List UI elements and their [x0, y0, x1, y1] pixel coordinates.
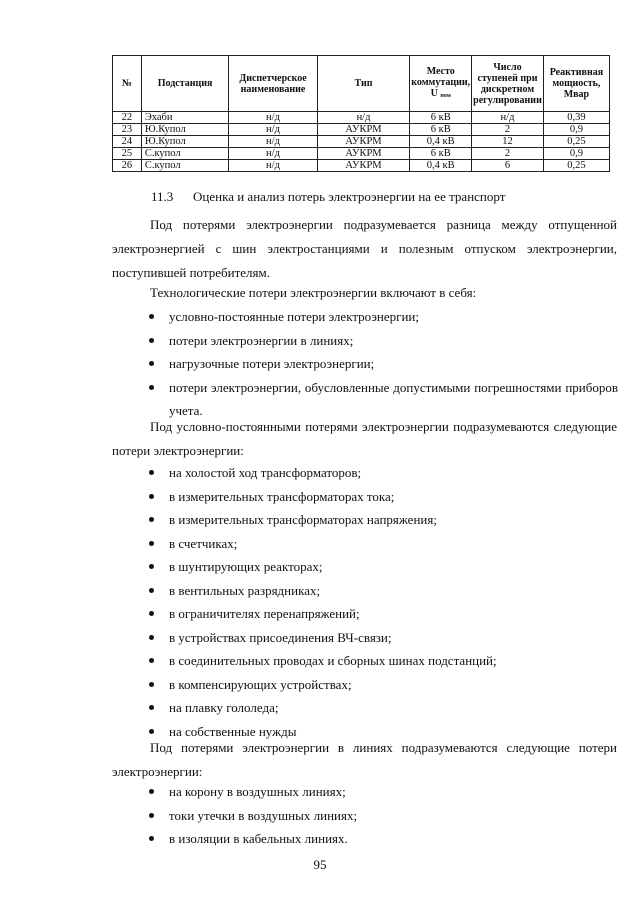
bullet-icon	[149, 729, 154, 734]
cell-num: 24	[113, 136, 142, 148]
bullet-icon	[149, 338, 154, 343]
fixed-losses-list	[148, 461, 618, 743]
cell-substation: С.купол	[141, 160, 228, 172]
cell-place: 6 кВ	[410, 124, 472, 136]
header-place-u: U	[430, 87, 438, 99]
cell-dispatch: н/д	[229, 148, 317, 160]
para4-line1: Под потерями электроэнергии в линиях подразумеваются следующие потери	[150, 740, 617, 755]
header-power: Реактивная мощность, Мвар	[543, 56, 609, 112]
table-row	[113, 160, 610, 172]
header-substation: Подстанция	[141, 56, 228, 112]
list-item: в измерительных трансформаторах напряжения;	[148, 508, 618, 532]
bullet-icon	[149, 658, 154, 663]
list-item: в вентильных разрядниках;	[148, 579, 618, 603]
list-item: на корону в воздушных линиях;	[148, 780, 618, 804]
header-place-text: Место коммутации,	[411, 65, 471, 88]
cell-type: н/д	[317, 112, 410, 124]
bullet-icon	[149, 361, 154, 366]
para4-line1-wrap	[112, 736, 617, 760]
table-row	[113, 112, 610, 124]
bullet-icon	[149, 385, 154, 390]
bullet-icon	[149, 813, 154, 818]
bullet-icon	[149, 517, 154, 522]
table-header-row	[113, 56, 610, 112]
para1-line3: поступившей потребителям.	[112, 265, 270, 280]
cell-num: 26	[113, 160, 142, 172]
bullet-icon	[149, 588, 154, 593]
bullet-icon	[149, 314, 154, 319]
bullet-icon	[149, 541, 154, 546]
bullet-icon	[149, 836, 154, 841]
cell-steps: н/д	[472, 112, 544, 124]
list-item: в соединительных проводах и сборных шинах подстанций;	[148, 649, 618, 673]
cell-dispatch: н/д	[229, 136, 317, 148]
cell-dispatch: н/д	[229, 160, 317, 172]
para3-line1-wrap	[112, 415, 617, 439]
cell-steps: 2	[472, 124, 544, 136]
para3-line1: Под условно-постоянными потерями электроэнергии подразумеваются следующие	[150, 419, 617, 434]
cell-num: 23	[113, 124, 142, 136]
bullet-icon	[149, 682, 154, 687]
list-item: потери электроэнергии в линиях;	[148, 329, 618, 353]
cell-num: 25	[113, 148, 142, 160]
cell-substation: Ю.Купол	[141, 124, 228, 136]
bullet-icon	[149, 789, 154, 794]
cell-steps: 2	[472, 148, 544, 160]
para1-line1: Под потерями электроэнергии подразумевается разница между отпущенной	[150, 217, 617, 232]
header-steps: Число ступеней при дискретном регулировании	[472, 56, 544, 112]
list-item-continuation: учета.	[169, 403, 203, 418]
cell-num: 22	[113, 112, 142, 124]
list-item: условно-постоянные потери электроэнергии;	[148, 305, 618, 329]
list-item: на плавку гололеда;	[148, 696, 618, 720]
list-item: потери электроэнергии, обусловленные допустимыми погрешностями приборов	[148, 376, 618, 400]
section-heading	[151, 189, 505, 205]
section-title: Оценка и анализ потерь электроэнергии на ее транспорт	[193, 189, 506, 204]
cell-power: 0,9	[543, 124, 609, 136]
list-item: в измерительных трансформаторах тока;	[148, 485, 618, 509]
cell-place: 0,4 кВ	[410, 160, 472, 172]
para1-line2: электроэнергией с шин электростанциями и полезным отпуском электроэнергии,	[112, 241, 617, 256]
para1-line1-wrap	[112, 213, 617, 237]
section-number: 11.3	[151, 189, 174, 204]
list-item: в устройствах присоединения ВЧ-связи;	[148, 626, 618, 650]
header-place	[410, 56, 472, 112]
list-item: в шунтирующих реакторах;	[148, 555, 618, 579]
bullet-icon	[149, 494, 154, 499]
table-row	[113, 136, 610, 148]
cell-place: 6 кВ	[410, 112, 472, 124]
cell-steps: 12	[472, 136, 544, 148]
cell-place: 0,4 кВ	[410, 136, 472, 148]
cell-steps: 6	[472, 160, 544, 172]
table-row	[113, 124, 610, 136]
bullet-icon	[149, 564, 154, 569]
list-item: на холостой ход трансформаторов;	[148, 461, 618, 485]
line-losses-list	[148, 780, 618, 851]
list-item: на собственные нужды	[148, 720, 618, 744]
page-number: 95	[313, 857, 327, 872]
list-item: в ограничителях перенапряжений;	[148, 602, 618, 626]
technological-losses-list	[148, 305, 618, 423]
para3-line2: потери электроэнергии:	[112, 443, 244, 458]
table-row	[113, 148, 610, 160]
cell-dispatch: н/д	[229, 112, 317, 124]
cell-type: АУКРМ	[317, 136, 410, 148]
cell-substation: Ю.Купол	[141, 136, 228, 148]
cell-place: 6 кВ	[410, 148, 472, 160]
cell-type: АУКРМ	[317, 124, 410, 136]
list-item: нагрузочные потери электроэнергии;	[148, 352, 618, 376]
cell-type: АУКРМ	[317, 148, 410, 160]
list-item: в изоляции в кабельных линиях.	[148, 827, 618, 851]
list-item: в компенсирующих устройствах;	[148, 673, 618, 697]
bullet-icon	[149, 635, 154, 640]
para4-line2: электроэнергии:	[112, 764, 203, 779]
para2: Технологические потери электроэнергии включают в себя:	[150, 285, 477, 300]
cell-power: 0,25	[543, 160, 609, 172]
header-dispatch: Диспетчерское наименование	[229, 56, 317, 112]
cell-power: 0,39	[543, 112, 609, 124]
bullet-icon	[149, 611, 154, 616]
compensation-table	[112, 55, 610, 172]
cell-power: 0,25	[543, 136, 609, 148]
header-place-u-sub: ном	[440, 92, 451, 99]
header-num: №	[113, 56, 142, 112]
cell-dispatch: н/д	[229, 124, 317, 136]
list-item: в счетчиках;	[148, 532, 618, 556]
list-item: токи утечки в воздушных линиях;	[148, 804, 618, 828]
header-type: Тип	[317, 56, 410, 112]
cell-substation: Эхаби	[141, 112, 228, 124]
cell-substation: С.купол	[141, 148, 228, 160]
cell-type: АУКРМ	[317, 160, 410, 172]
bullet-icon	[149, 705, 154, 710]
bullet-icon	[149, 470, 154, 475]
cell-power: 0,9	[543, 148, 609, 160]
